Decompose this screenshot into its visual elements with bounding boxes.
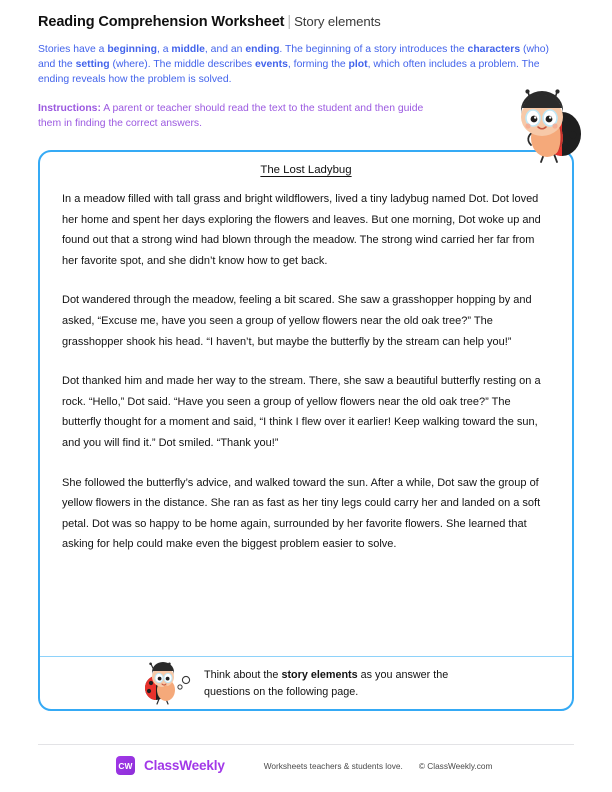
story-paragraph: Dot wandered through the meadow, feeling a bit scared. She saw a grasshopper hopping by and asked, “Excuse me, have you seen a group of yellow flowers near the old oak tree?” The grasshopper shook his head. “I haven’t, but maybe the butterfly by the stream can help you!” [62,294,532,348]
page-title [38,0,574,30]
intro-segment-3: middle [171,44,205,55]
instructions-label: Instructions: [38,102,101,114]
title-separator: | [287,14,292,30]
intro-segment-7: characters [467,44,521,55]
brand-name: ClassWeekly [144,758,225,773]
story-title: The Lost Ladybug [260,164,352,176]
intro-segment-1: beginning [107,44,157,55]
classweekly-logo-icon: CW [116,756,135,775]
story-paragraph: She followed the butterfly’s advice, and walked toward the sun. After a while, Dot saw the group of yellow flowers in the distance. She ran as fast as her tiny legs could carry her and landed on a soft petal. Dot was so happy to be home again, surrounded by her favorite flowers. She learned that asking for help could make even the biggest problem easier to solve. [62,476,541,551]
intro-segment-12: , forming the [287,59,349,71]
instructions-text [38,101,438,131]
intro-text [38,42,550,88]
prompt-keyword: story elements [281,669,358,681]
story-paragraph: In a meadow filled with tall grass and bright wildflowers, lived a tiny ladybug named Dot. Dot loved her home and spent her days exploring the flowers and leaves. But one morning, Dot woke up and found out that a strong wind had blown through the meadow. The strong wind carried her far from her favorite spot, and she didn’t know how to get back. [62,193,541,267]
intro-segment-14: , which often includes a problem. The ending reveals how the problem is solved. [38,59,540,86]
story-inner [40,152,572,555]
story-card [38,150,574,711]
intro-segment-11: events [254,59,288,71]
ladybug-thinking-icon [142,662,194,706]
ladybug-mascot-icon [504,88,586,164]
page-subtitle: Story elements [294,14,381,29]
prompt-text [204,667,494,701]
instructions-body: A parent or teacher should read the text to the student and then guide them in finding the correct answers. [38,102,424,129]
intro-segment-6: . The beginning of a story introduces the [279,44,468,55]
footer-tagline: Worksheets teachers & students love. [263,760,403,771]
story-paragraph: Dot thanked him and made her way to the stream. There, she saw a beautiful butterfly resting on a rock. “Hello,” Dot said. “Have you seen a group of yellow flowers near the old oak tree?” The butterfly thought for a moment and said, “I think I flew over it earlier! Keep walking toward the sun, and you will find it.” Dot smiled. “Thank you!” [62,375,541,449]
intro-segment-0: Stories have a [38,44,108,55]
prompt-before: Think about the [204,669,282,681]
prompt-after: as you [357,669,393,681]
intro-segment-5: ending [245,44,280,55]
story-body [62,189,550,555]
intro-segment-8: (who) and the [38,44,549,71]
page-title-main: Reading Comprehension Worksheet [38,14,285,30]
intro-segment-10: (where). The middle describes [109,59,255,71]
footer-divider [38,744,574,745]
footer [38,756,574,775]
intro-segment-9: setting [75,59,110,71]
footer-copyright: © ClassWeekly.com [418,760,493,771]
intro-segment-2: , a [156,44,172,55]
prompt-line2: answer the questions on the following page. [204,669,449,698]
intro-segment-13: plot [348,59,368,71]
prompt-row [40,657,572,711]
intro-segment-4: , and an [204,44,246,55]
